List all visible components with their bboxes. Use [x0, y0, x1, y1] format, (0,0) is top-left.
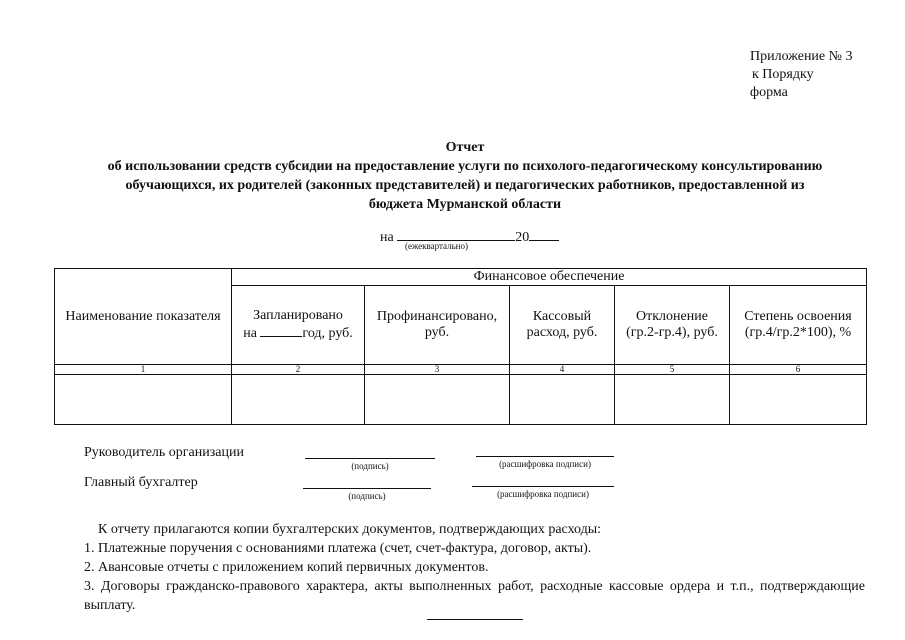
period-note: (ежеквартально) — [405, 241, 468, 251]
cell-planned[interactable] — [232, 375, 365, 425]
appendix-reference — [750, 48, 853, 102]
column-number-6: 6 — [730, 365, 867, 375]
header-degree: Степень освоения (гр.4/гр.2*100), % — [730, 286, 867, 365]
header-financed: Профинансировано, руб. — [365, 286, 510, 365]
director-signature-line[interactable] — [305, 458, 435, 459]
accountant-signature-line[interactable] — [303, 488, 431, 489]
attachments-block — [84, 520, 865, 615]
column-number-1: 1 — [55, 365, 232, 375]
header-planned — [232, 286, 365, 365]
column-number-2: 2 — [232, 365, 365, 375]
director-decode-caption: (расшифровка подписи) — [499, 459, 591, 469]
header-financial-support: Финансовое обеспечение — [232, 269, 867, 286]
accountant-label: Главный бухгалтер — [84, 475, 198, 490]
header-planned-line2 — [232, 324, 364, 342]
appendix-number: Приложение № 3 — [750, 49, 853, 64]
director-signature-caption: (подпись) — [351, 461, 389, 471]
period-prefix: на — [380, 230, 394, 245]
report-title — [60, 138, 870, 214]
header-indicator-name: Наименование показателя — [55, 269, 232, 365]
period-century: 20 — [515, 230, 530, 245]
cell-financed[interactable] — [365, 375, 510, 425]
cell-indicator[interactable] — [55, 375, 232, 425]
planned-year-blank — [260, 324, 302, 337]
report-table — [54, 268, 867, 425]
attachments-intro: К отчету прилагаются копии бухгалтерских документов, подтверждающих расходы: — [98, 522, 602, 537]
header-planned-line1: Запланировано — [253, 308, 343, 323]
report-subtitle-line1: об использовании средств субсидии на предоставление услуги по психолого-педагогическому консультированию — [107, 159, 823, 174]
accountant-signature-caption: (подпись) — [348, 491, 386, 501]
header-planned-suffix: год, руб. — [302, 326, 353, 341]
report-subtitle-line2: обучающихся, их родителей (законных представителей) и педагогических работников, предоставленной из — [125, 178, 805, 193]
column-number-4: 4 — [510, 365, 615, 375]
cell-degree[interactable] — [730, 375, 867, 425]
header-cash-expense: Кассовый расход, руб. — [510, 286, 615, 365]
accountant-decode-caption: (расшифровка подписи) — [497, 489, 589, 499]
header-planned-prefix: на — [243, 326, 257, 341]
cell-deviation[interactable] — [615, 375, 730, 425]
attachment-item-3: 3. Договоры гражданско-правового характера, акты выполненных работ, расходные кассовые ордера и т.п., подтверждающие выплату. — [84, 579, 865, 613]
cell-cash-expense[interactable] — [510, 375, 615, 425]
header-deviation: Отклонение (гр.2-гр.4), руб. — [615, 286, 730, 365]
column-number-5: 5 — [615, 365, 730, 375]
accountant-decode-line[interactable] — [472, 486, 614, 487]
attachment-item-2: 2. Авансовые отчеты с приложением копий первичных документов. — [84, 560, 489, 575]
appendix-form: форма — [750, 85, 788, 100]
bottom-separator — [427, 619, 523, 620]
attachment-item-1: 1. Платежные поручения с основаниями платежа (счет, счет-фактура, договор, акты). — [84, 541, 592, 556]
director-decode-line[interactable] — [476, 456, 614, 457]
period-blank[interactable] — [397, 226, 515, 241]
year-blank[interactable] — [529, 226, 559, 241]
report-subtitle-line3: бюджета Мурманской области — [368, 197, 562, 212]
report-heading: Отчет — [445, 140, 485, 155]
director-label: Руководитель организации — [84, 445, 244, 460]
appendix-order: к Порядку — [752, 67, 814, 82]
column-number-3: 3 — [365, 365, 510, 375]
